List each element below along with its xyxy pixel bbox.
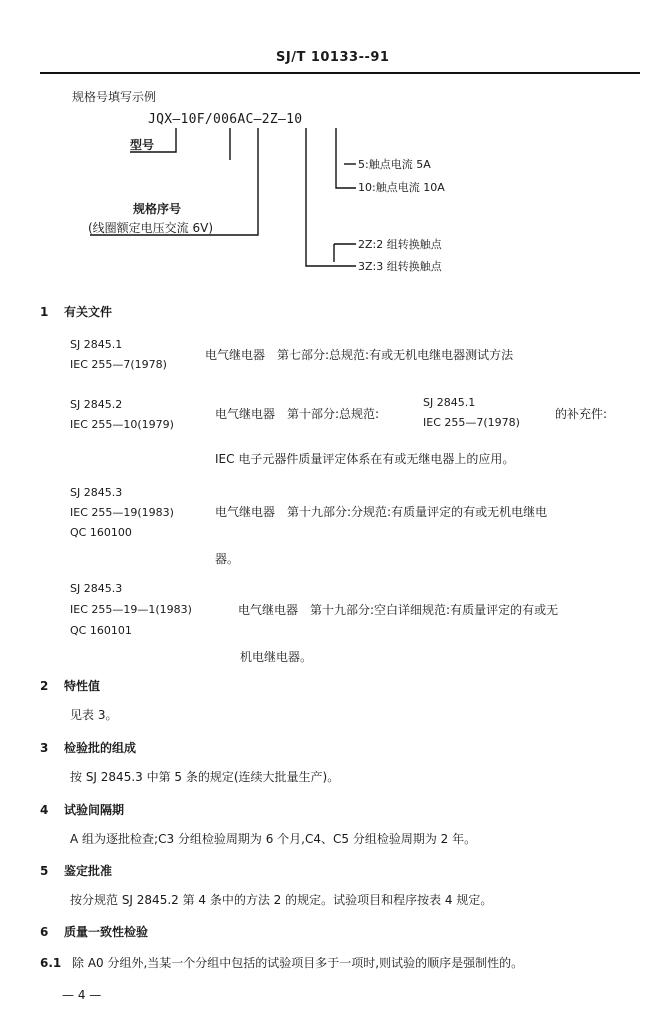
group-2z-label: 2Z:2 组转换触点 bbox=[358, 238, 442, 251]
ref-2-desc-c: IEC 电子元器件质量评定体系在有或无继电器上的应用。 bbox=[215, 452, 515, 466]
label-type: 型号 bbox=[130, 138, 155, 152]
section-4-title: 试验间隔期 bbox=[64, 803, 125, 817]
ref-3-desc: 电气继电器 第十九部分:分规范:有质量评定的有或无机电继电 bbox=[215, 505, 548, 519]
section-6-number: 6 bbox=[40, 925, 49, 939]
section-2-body: 见表 3。 bbox=[70, 708, 118, 722]
section-3-body: 按 SJ 2845.3 中第 5 条的规定(连续大批量生产)。 bbox=[70, 770, 340, 784]
spec-code: JQX—10F/006AC—2Z—10 bbox=[148, 112, 303, 127]
group-3z-label: 3Z:3 组转换触点 bbox=[358, 260, 442, 273]
section-3-number: 3 bbox=[40, 741, 49, 755]
seq-bracket-line bbox=[90, 128, 258, 235]
contact-5-label: 5:触点电流 5A bbox=[358, 158, 431, 171]
contact-10-label: 10:触点电流 10A bbox=[358, 181, 445, 194]
section-6-title: 质量一致性检验 bbox=[64, 925, 149, 939]
section-5-title: 鉴定批准 bbox=[64, 864, 113, 878]
ref-3-code1: SJ 2845.3 bbox=[70, 486, 123, 499]
ref-3-code2: IEC 255—19(1983) bbox=[70, 506, 174, 519]
group-bracket-line bbox=[306, 128, 356, 266]
ref-4-desc-cont: 机电继电器。 bbox=[240, 650, 313, 664]
ref-4-code1: SJ 2845.3 bbox=[70, 582, 123, 595]
ref-4-code2: IEC 255—19—1(1983) bbox=[70, 603, 192, 616]
section-4-number: 4 bbox=[40, 803, 49, 817]
ref-1-code2: IEC 255—7(1978) bbox=[70, 358, 167, 371]
ref-2-inner-code1: SJ 2845.1 bbox=[423, 396, 476, 409]
ref-3-code3: QC 160100 bbox=[70, 526, 132, 539]
label-seq: 规格序号 bbox=[133, 202, 182, 216]
ref-4-code3: QC 160101 bbox=[70, 624, 132, 637]
ref-2-desc-a: 电气继电器 第十部分:总规范: bbox=[215, 407, 380, 421]
contact-bracket-line bbox=[336, 128, 356, 188]
section-2-number: 2 bbox=[40, 679, 49, 693]
ref-4-desc: 电气继电器 第十九部分:空白详细规范:有质量评定的有或无 bbox=[238, 603, 559, 617]
ref-2-desc-b: 的补充件: bbox=[555, 407, 608, 421]
section-2-title: 特性值 bbox=[64, 679, 101, 693]
label-seq-note: (线圈额定电压交流 6V) bbox=[88, 221, 214, 235]
page-number: — 4 — bbox=[62, 988, 102, 1002]
ref-2-code1: SJ 2845.2 bbox=[70, 398, 123, 411]
ref-3-desc-cont: 器。 bbox=[215, 552, 240, 566]
ref-1-desc: 电气继电器 第七部分:总规范:有或无机电继电器测试方法 bbox=[205, 348, 514, 362]
section-5-body: 按分规范 SJ 2845.2 第 4 条中的方法 2 的规定。试验项目和程序按表 4 规定。 bbox=[70, 893, 493, 907]
section-1-title: 有关文件 bbox=[64, 305, 113, 319]
clause-6-1-number: 6.1 bbox=[40, 956, 62, 970]
ref-1-code1: SJ 2845.1 bbox=[70, 338, 123, 351]
ref-2-code2: IEC 255—10(1979) bbox=[70, 418, 174, 431]
section-1-number: 1 bbox=[40, 305, 49, 319]
section-3-title: 检验批的组成 bbox=[64, 741, 137, 755]
standard-number: SJ/T 10133--91 bbox=[276, 50, 390, 65]
clause-6-1-text: 除 A0 分组外,当某一个分组中包括的试验项目多于一项时,则试验的顺序是强制性的。 bbox=[72, 956, 524, 970]
spec-code-diagram bbox=[0, 0, 661, 280]
section-4-body: A 组为逐批检查;C3 分组检验周期为 6 个月,C4、C5 分组检验周期为 2 年。 bbox=[70, 832, 477, 846]
example-title: 规格号填写示例 bbox=[72, 90, 157, 104]
ref-2-inner-code2: IEC 255—7(1978) bbox=[423, 416, 520, 429]
section-5-number: 5 bbox=[40, 864, 49, 878]
